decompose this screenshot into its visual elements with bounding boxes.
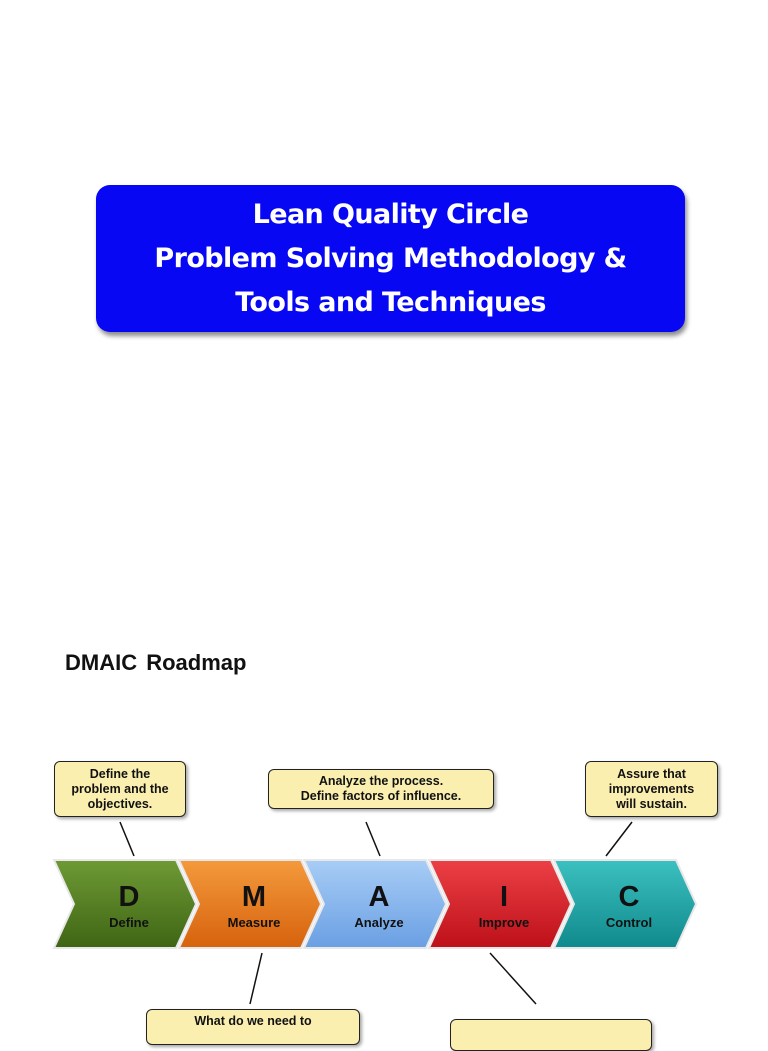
phase-label-measure: Measure [227,915,281,930]
callout-measure-text: What do we need to [194,1014,312,1028]
callout-measure [146,1009,360,1045]
callout-analyze [268,769,494,809]
roadmap-heading: DMAIC Roadmap [65,650,247,675]
control-connector [606,822,632,856]
phase-label-define: Define [109,915,149,930]
callout-define-text: Define the problem and the objectives. [71,766,169,811]
callout-control-text: Assure that improvements will sustain. [608,766,695,811]
callout-analyze-text: Analyze the process. Define factors of influence. [300,774,462,803]
phase-label-improve: Improve [478,915,530,930]
phase-label-control: Control [605,915,653,930]
improve-connector [490,953,536,1004]
phase-letter-i: I [499,881,509,913]
measure-connector [250,953,262,1004]
phase-letter-a: A [368,881,390,913]
dmaic-roadmap-diagram [0,700,768,1024]
banner-line-1: Lean Quality Circle [252,198,529,230]
define-connector [120,822,134,856]
title-banner [96,185,685,332]
banner-line-2: Problem Solving Methodology & [154,242,627,274]
banner-line-3: Tools and Techniques [235,286,546,318]
phase-letter-c: C [618,881,640,913]
callout-define [54,761,186,817]
phase-letter-m: M [241,881,267,913]
phase-letter-d: D [118,881,140,913]
analyze-connector [366,822,380,856]
callout-control [585,761,718,817]
phase-label-analyze: Analyze [354,915,404,930]
